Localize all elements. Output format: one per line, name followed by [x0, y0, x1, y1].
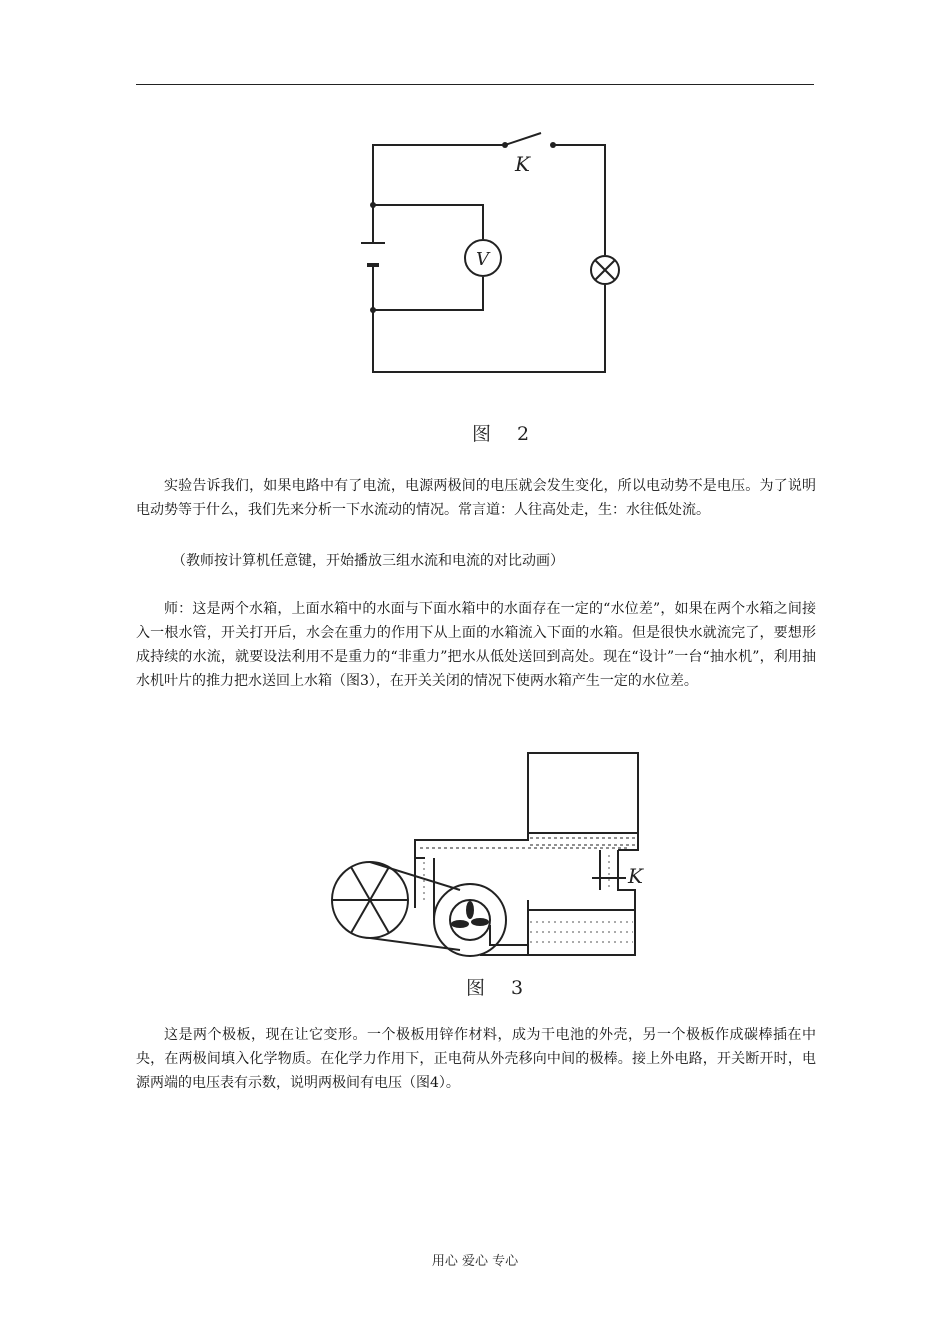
paragraph-1: 实验告诉我们，如果电路中有了电流，电源两极间的电压就会发生变化，所以电动势不是电压。为了说明电动势等于什么，我们先来分析一下水流动的情况。常言道：人往高处走，生：水往低处流。 — [136, 478, 816, 518]
voltmeter-branch-top — [373, 205, 483, 239]
valve-k-label: K — [628, 864, 643, 888]
switch-k-blade — [505, 133, 541, 145]
lower-pipe — [490, 925, 528, 945]
paragraph-2: 师：这是两个水箱，上面水箱中的水面与下面水箱中的水面存在一定的“水位差”，如果在两个水箱之间接入一根水管，开关打开后，水会在重力的作用下从上面的水箱流入下面的水箱。但是很快水就流完了，要想形成持续的水流，就要设法利用不是重力的“非重力”把水从低处送回到高处。现在“设计”一台“抽水机”，利用抽水机叶片的推力把水送回上水箱（图3），在开关关闭的情况下使两水箱产生一定的水位差。 — [136, 601, 816, 689]
voltmeter-label: V — [476, 249, 489, 270]
page-footer: 用心 爱心 专心 — [431, 1254, 519, 1269]
figure-3-caption: 图 3 — [466, 977, 534, 999]
paragraph-3: 这是两个极板，现在让它变形。一个极板用锌作材料，成为干电池的外壳，另一个极板作成碳棒插在中央，在两极间填入化学物质。在化学力作用下，正电荷从外壳移向中间的极棒。接上外电路，开关断开时，电源两端的电压表有示数，说明两极间有电压（图4）。 — [136, 1027, 816, 1091]
circuit-wire-bottom — [373, 285, 605, 372]
figure-3-pump — [330, 750, 660, 960]
circuit-wire-right — [553, 145, 605, 255]
circuit-wire-top-left — [373, 145, 505, 195]
upper-pipe — [415, 833, 528, 858]
lower-tank — [528, 880, 635, 910]
teacher-note: （教师按计算机任意键，开始播放三组水流和电流的对比动画） — [172, 553, 564, 569]
upper-tank — [528, 753, 638, 833]
header-rule — [136, 84, 814, 85]
pump-housing — [434, 884, 506, 956]
switch-k-label: K — [515, 152, 530, 176]
voltmeter-branch-bottom — [373, 277, 483, 310]
figure-2-circuit — [355, 125, 625, 380]
figure-2-caption: 图 2 — [472, 423, 540, 445]
